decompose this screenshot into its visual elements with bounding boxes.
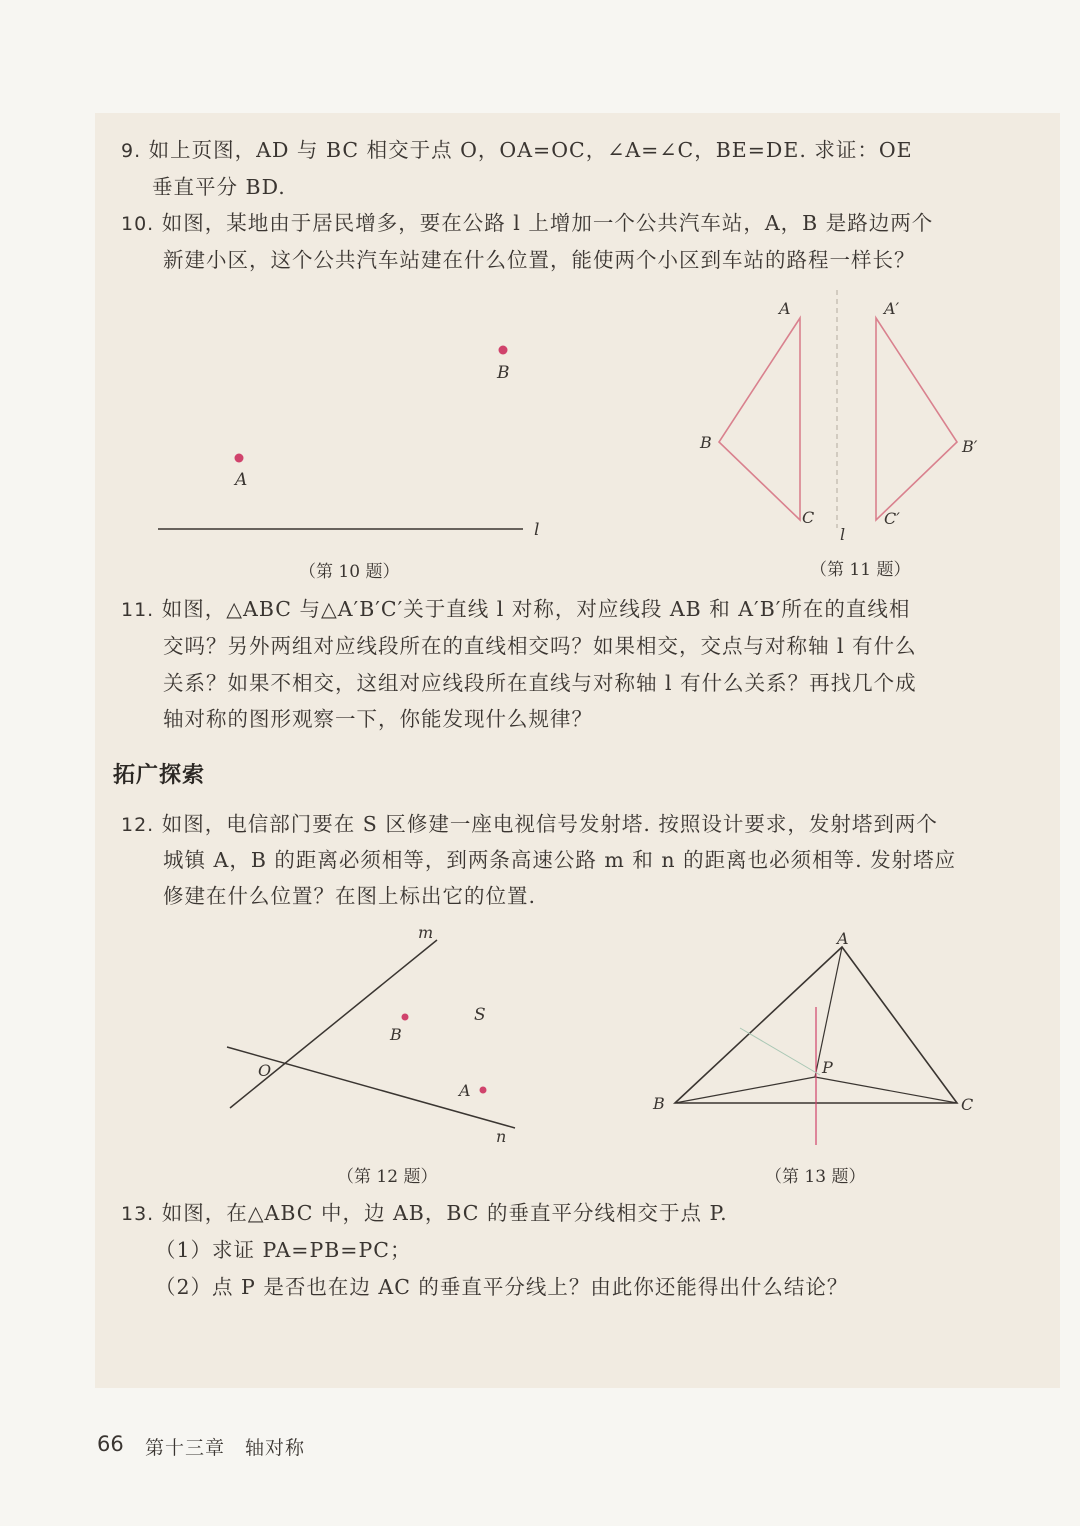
label-a: A <box>235 470 248 490</box>
label-p: P <box>822 1058 833 1077</box>
label-a: A <box>779 299 791 318</box>
label-o: O <box>258 1061 272 1080</box>
label-l: l <box>840 525 846 544</box>
highway-m <box>230 940 437 1108</box>
problem-10-line-2: 新建小区，这个公共汽车站建在什么位置，能使两个小区到车站的路程一样长？ <box>163 248 916 272</box>
label-a-prime: A′ <box>884 299 900 318</box>
segment-pb <box>675 1077 815 1103</box>
triangle-abc <box>719 318 800 520</box>
label-n: n <box>496 1127 507 1146</box>
label-a: A <box>837 929 849 948</box>
caption-figure-12: （第 12 题） <box>337 1167 438 1187</box>
problem-text: 如图，△ABC 与△A′B′C′关于直线 l 对称，对应线段 AB 和 A′B′所在的直线相 <box>161 597 911 621</box>
problem-12 <box>121 809 938 840</box>
problem-10 <box>121 208 933 239</box>
point-a <box>480 1087 487 1094</box>
figure-13 <box>645 925 985 1150</box>
highway-n <box>227 1047 515 1128</box>
page-number: 66 <box>97 1432 124 1456</box>
caption-figure-13: （第 13 题） <box>765 1167 866 1187</box>
label-b: B <box>497 363 510 383</box>
point-b <box>402 1014 409 1021</box>
point-b <box>499 346 508 355</box>
problem-number: 11. <box>121 599 155 621</box>
caption-figure-10: （第 10 题） <box>299 562 400 582</box>
problem-text: 如上页图，AD 与 BC 相交于点 O，OA=OC，∠A=∠C，BE=DE. 求证：OE <box>148 138 913 162</box>
problem-number: 9. <box>121 140 142 162</box>
section-heading: 拓广探索 <box>113 763 206 788</box>
problem-number: 10. <box>121 213 155 235</box>
problem-12-line-3: 修建在什么位置？在图上标出它的位置. <box>163 884 537 908</box>
label-c-prime: C′ <box>884 509 900 528</box>
problem-text: 如图，电信部门要在 S 区修建一座电视信号发射塔. 按照设计要求，发射塔到两个 <box>161 812 938 836</box>
label-s: S <box>474 1005 486 1025</box>
problem-number: 12. <box>121 814 155 836</box>
label-b-prime: B′ <box>962 437 978 456</box>
label-b: B <box>390 1025 402 1044</box>
label-c: C <box>961 1095 974 1114</box>
label-l: l <box>534 520 540 540</box>
caption-figure-11: （第 11 题） <box>810 560 911 580</box>
problem-13-part-1: （1）求证 PA=PB=PC； <box>155 1238 412 1262</box>
problem-13-part-2: （2）点 P 是否也在边 AC 的垂直平分线上？由此你还能得出什么结论？ <box>155 1275 849 1299</box>
problem-11-line-4: 轴对称的图形观察一下，你能发现什么规律？ <box>163 707 593 731</box>
problem-12-line-2: 城镇 A，B 的距离必须相等，到两条高速公路 m 和 n 的距离也必须相等. 发射塔应 <box>163 848 957 872</box>
label-b: B <box>653 1094 665 1113</box>
figure-12 <box>215 920 535 1150</box>
problem-11-line-3: 关系？如果不相交，这组对应线段所在直线与对称轴 l 有什么关系？再找几个成 <box>163 671 917 695</box>
figure-11 <box>690 290 990 545</box>
problem-9 <box>121 135 913 166</box>
problem-9-line-2: 垂直平分 BD. <box>152 175 286 199</box>
chapter-title: 第十三章 轴对称 <box>145 1437 306 1459</box>
point-a <box>235 454 244 463</box>
problem-11 <box>121 594 910 625</box>
label-a: A <box>459 1081 471 1100</box>
figure-10 <box>150 335 550 550</box>
segment-pc <box>815 1077 957 1103</box>
label-c: C <box>802 508 815 527</box>
perpendicular-bisector-ab <box>740 1028 820 1075</box>
problem-13 <box>121 1198 728 1229</box>
problem-text: 如图，某地由于居民增多，要在公路 l 上增加一个公共汽车站，A，B 是路边两个 <box>161 211 934 235</box>
problem-number: 13. <box>121 1203 155 1225</box>
problem-11-line-2: 交吗？另外两组对应线段所在的直线相交吗？如果相交，交点与对称轴 l 有什么 <box>163 634 917 658</box>
label-m: m <box>418 923 434 942</box>
label-b: B <box>700 433 712 452</box>
triangle-a1b1c1 <box>876 318 957 520</box>
problem-text: 如图，在△ABC 中，边 AB，BC 的垂直平分线相交于点 P. <box>161 1201 728 1225</box>
